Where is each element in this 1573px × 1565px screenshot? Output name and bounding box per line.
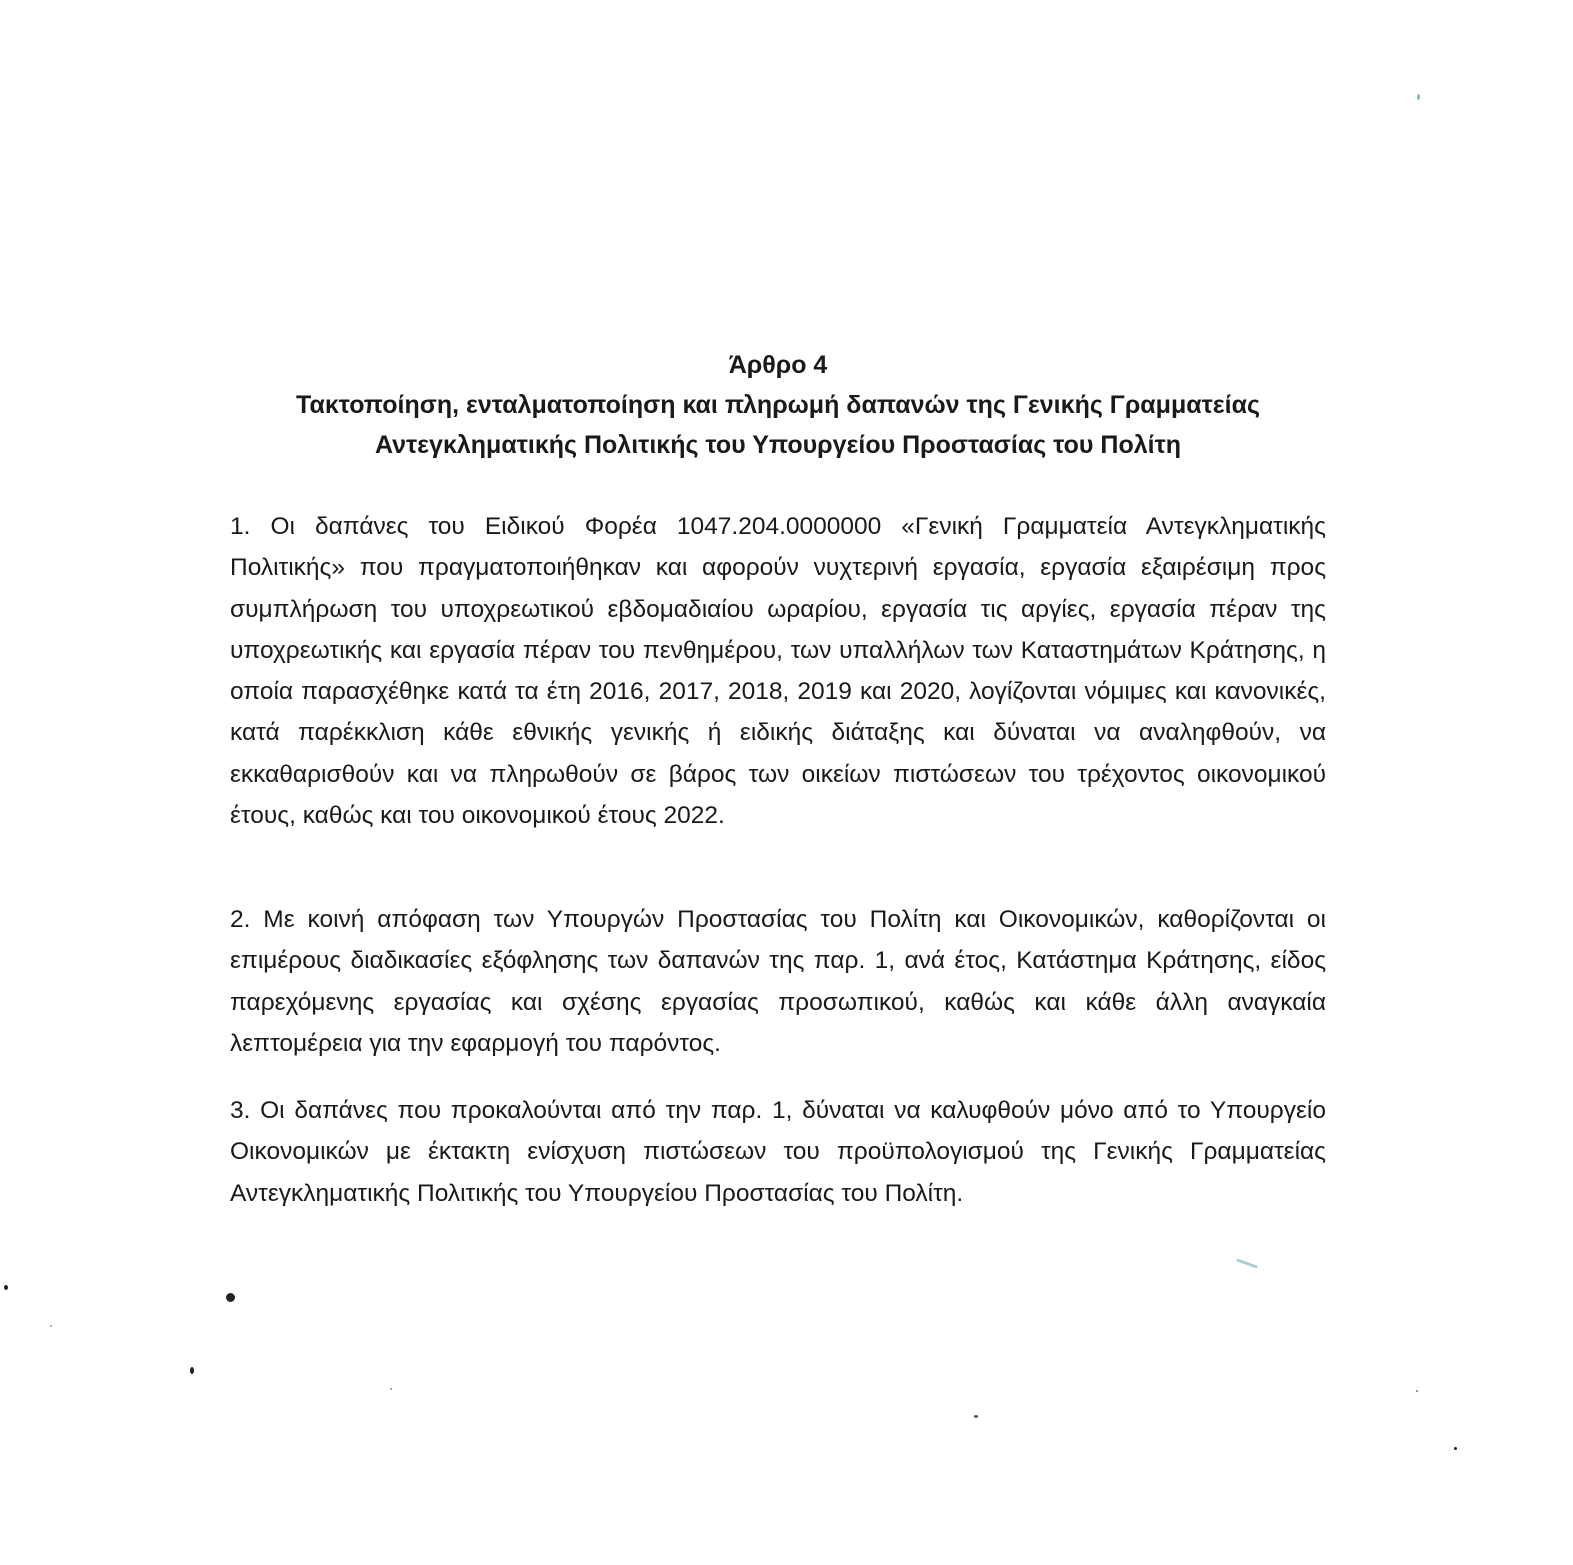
paragraph-3: 3. Οι δαπάνες που προκαλούνται από την παρ. 1, δύναται να καλυφθούν μόνο από το Υπουργείο Οικονομικών με έκτακτη ενίσχυση πιστώσεων του προϋπολογισμού της Γενικής Γραμματείας Αντεγκληματικής Πολιτικής του Υπουργείου Προστασίας του Πολίτη. — [230, 1097, 1326, 1207]
paragraph-2: 2. Με κοινή απόφαση των Υπουργών Προστασίας του Πολίτη και Οικονομικών, καθορίζονται οι επιμέρους διαδικασίες εξόφλησης των δαπανών της παρ. 1, ανά έτος, Κατάστημα Κράτησης, είδος παρεχόμενης εργασίας και σχέσης εργασίας προσωπικού, καθώς και κάθε άλλη αναγκαία λεπτομέρεια για την εφαρμογή του παρόντος. — [230, 906, 1326, 1057]
scan-speck — [50, 1325, 52, 1327]
article-heading — [230, 345, 1326, 465]
article-title-line-2: Αντεγκληματικής Πολιτικής του Υπουργείου Προστασίας του Πολίτη — [374, 431, 1182, 459]
scan-speck — [226, 1293, 235, 1302]
scan-speck — [1416, 1390, 1418, 1392]
article-title-line-1: Τακτοποίηση, ενταλματοποίηση και πληρωμή δαπανών της Γενικής Γραμματείας — [296, 391, 1260, 419]
scan-speck — [190, 1367, 194, 1374]
scan-speck — [390, 1388, 392, 1390]
scan-speck — [1236, 1258, 1258, 1268]
scan-speck — [974, 1415, 978, 1418]
scan-speck — [1417, 94, 1420, 100]
scan-speck — [1454, 1447, 1457, 1450]
scan-speck — [4, 1285, 8, 1290]
article-number: Άρθρο 4 — [728, 351, 828, 379]
paragraph-1: 1. Οι δαπάνες του Ειδικού Φορέα 1047.204.0000000 «Γενική Γραμματεία Αντεγκληματικής Πολιτικής» που πραγματοποιήθηκαν και αφορούν νυχτερινή εργασία, εργασία εξαιρέσιμη προς συμπλήρωση του υποχρεωτικού εβδομαδιαίου ωραρίου, εργασία τις αργίες, εργασία πέραν της υποχρεωτικής και εργασία πέραν του πενθημέρου, των υπαλλήλων των Καταστημάτων Κράτησης, η οποία παρασχέθηκε κατά τα έτη 2016, 2017, 2018, 2019 και 2020, λογίζονται νόμιμες και κανονικές, κατά παρέκκλιση κάθε εθνικής γενικής ή ειδικής διάταξης και δύναται να αναληφθούν, να εκκαθαρισθούν και να πληρωθούν σε βάρος των οικείων πιστώσεων του τρέχοντος οικονομικού έτους, καθώς και του οικονομικού έτους 2022. — [230, 513, 1326, 830]
